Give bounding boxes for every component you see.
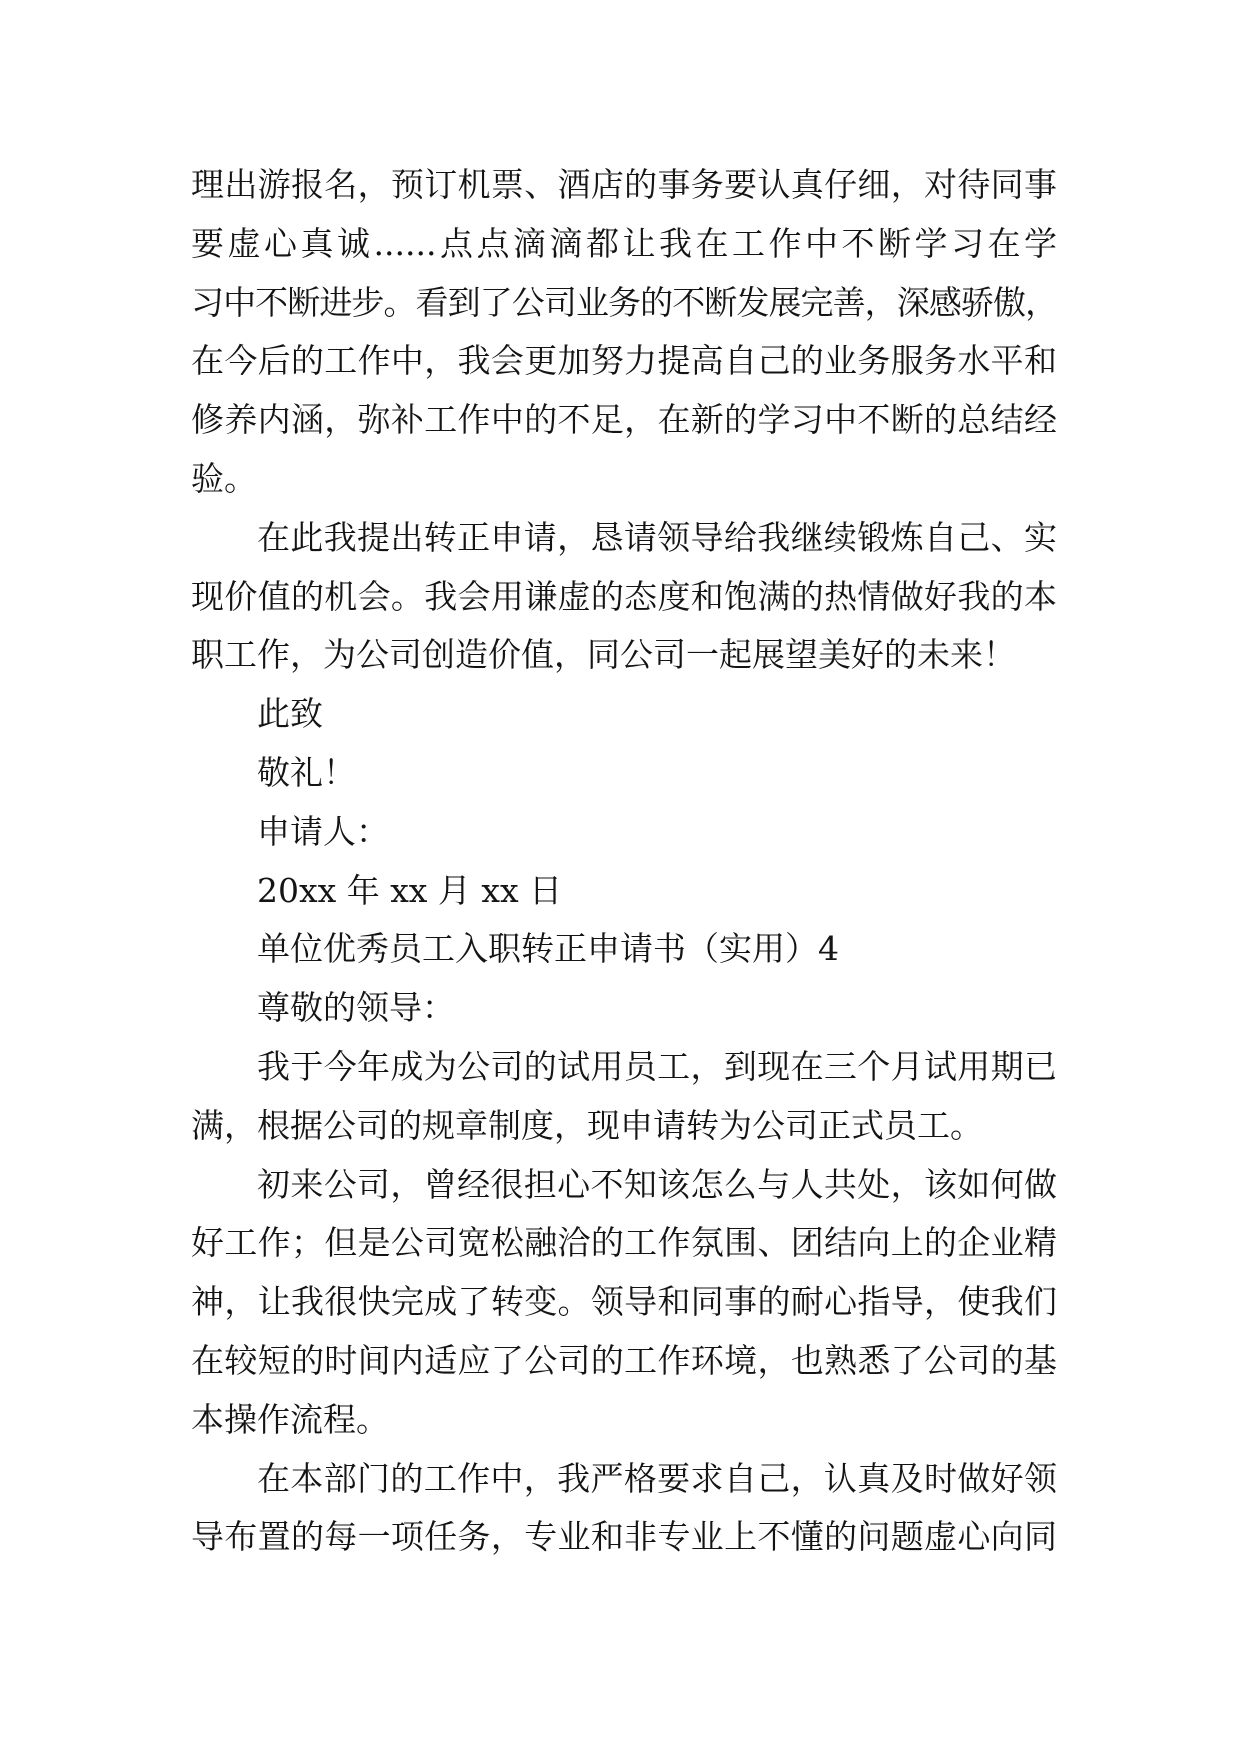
text-line: 要虚心真诚......点点滴滴都让我在工作中不断学习在学 bbox=[191, 223, 1057, 263]
paragraph-request bbox=[191, 509, 1057, 685]
text-line: 验。 bbox=[191, 458, 257, 498]
text-line: 满，根据公司的规章制度，现申请转为公司正式员工。 bbox=[191, 1105, 983, 1145]
document-body bbox=[191, 156, 1057, 1567]
text-line: 在较短的时间内适应了公司的工作环境，也熟悉了公司的基 bbox=[191, 1340, 1057, 1380]
paragraph-body-1 bbox=[191, 1038, 1057, 1156]
text-line: 职工作，为公司创造价值，同公司一起展望美好的未来！ bbox=[191, 635, 1016, 675]
text-line: 在本部门的工作中，我严格要求自己，认真及时做好领 bbox=[257, 1458, 1057, 1498]
text-line: 现价值的机会。我会用谦虚的态度和饱满的热情做好我的本 bbox=[191, 576, 1057, 616]
text-line: 神，让我很快完成了转变。领导和同事的耐心指导，使我们 bbox=[191, 1282, 1057, 1322]
paragraph-continued bbox=[191, 156, 1057, 509]
text-line: 在今后的工作中，我会更加努力提高自己的业务服务水平和 bbox=[191, 341, 1057, 381]
text-line: 我于今年成为公司的试用员工，到现在三个月试用期已 bbox=[257, 1046, 1057, 1086]
applicant-label: 申请人： bbox=[257, 811, 389, 851]
date-line: 20xx 年 xx 月 xx 日 bbox=[257, 870, 563, 910]
text-line: 初来公司，曾经很担心不知该怎么与人共处，该如何做 bbox=[257, 1164, 1057, 1204]
text-line: 在此我提出转正申请，恳请领导给我继续锻炼自己、实 bbox=[257, 517, 1057, 557]
text-line: 理出游报名，预订机票、酒店的事务要认真仔细，对待同事 bbox=[191, 165, 1057, 204]
regards-text: 敬礼！ bbox=[257, 752, 356, 792]
text-line: 习中不断进步。看到了公司业务的不断发展完善，深感骄傲， bbox=[191, 282, 1057, 322]
text-line: 修养内涵，弥补工作中的不足，在新的学习中不断的总结经 bbox=[191, 400, 1057, 440]
greeting-text: 尊敬的领导： bbox=[257, 988, 455, 1028]
closing-text: 此致 bbox=[257, 694, 323, 734]
text-line: 好工作；但是公司宽松融洽的工作氛围、团结向上的企业精 bbox=[191, 1223, 1057, 1263]
next-letter-title: 单位优秀员工入职转正申请书（实用）4 bbox=[257, 929, 839, 969]
paragraph-body-3 bbox=[191, 1450, 1057, 1568]
text-line: 导布置的每一项任务，专业和非专业上不懂的问题虚心向同 bbox=[191, 1517, 1057, 1557]
text-line: 本操作流程。 bbox=[191, 1399, 389, 1439]
paragraph-body-2 bbox=[191, 1156, 1057, 1450]
